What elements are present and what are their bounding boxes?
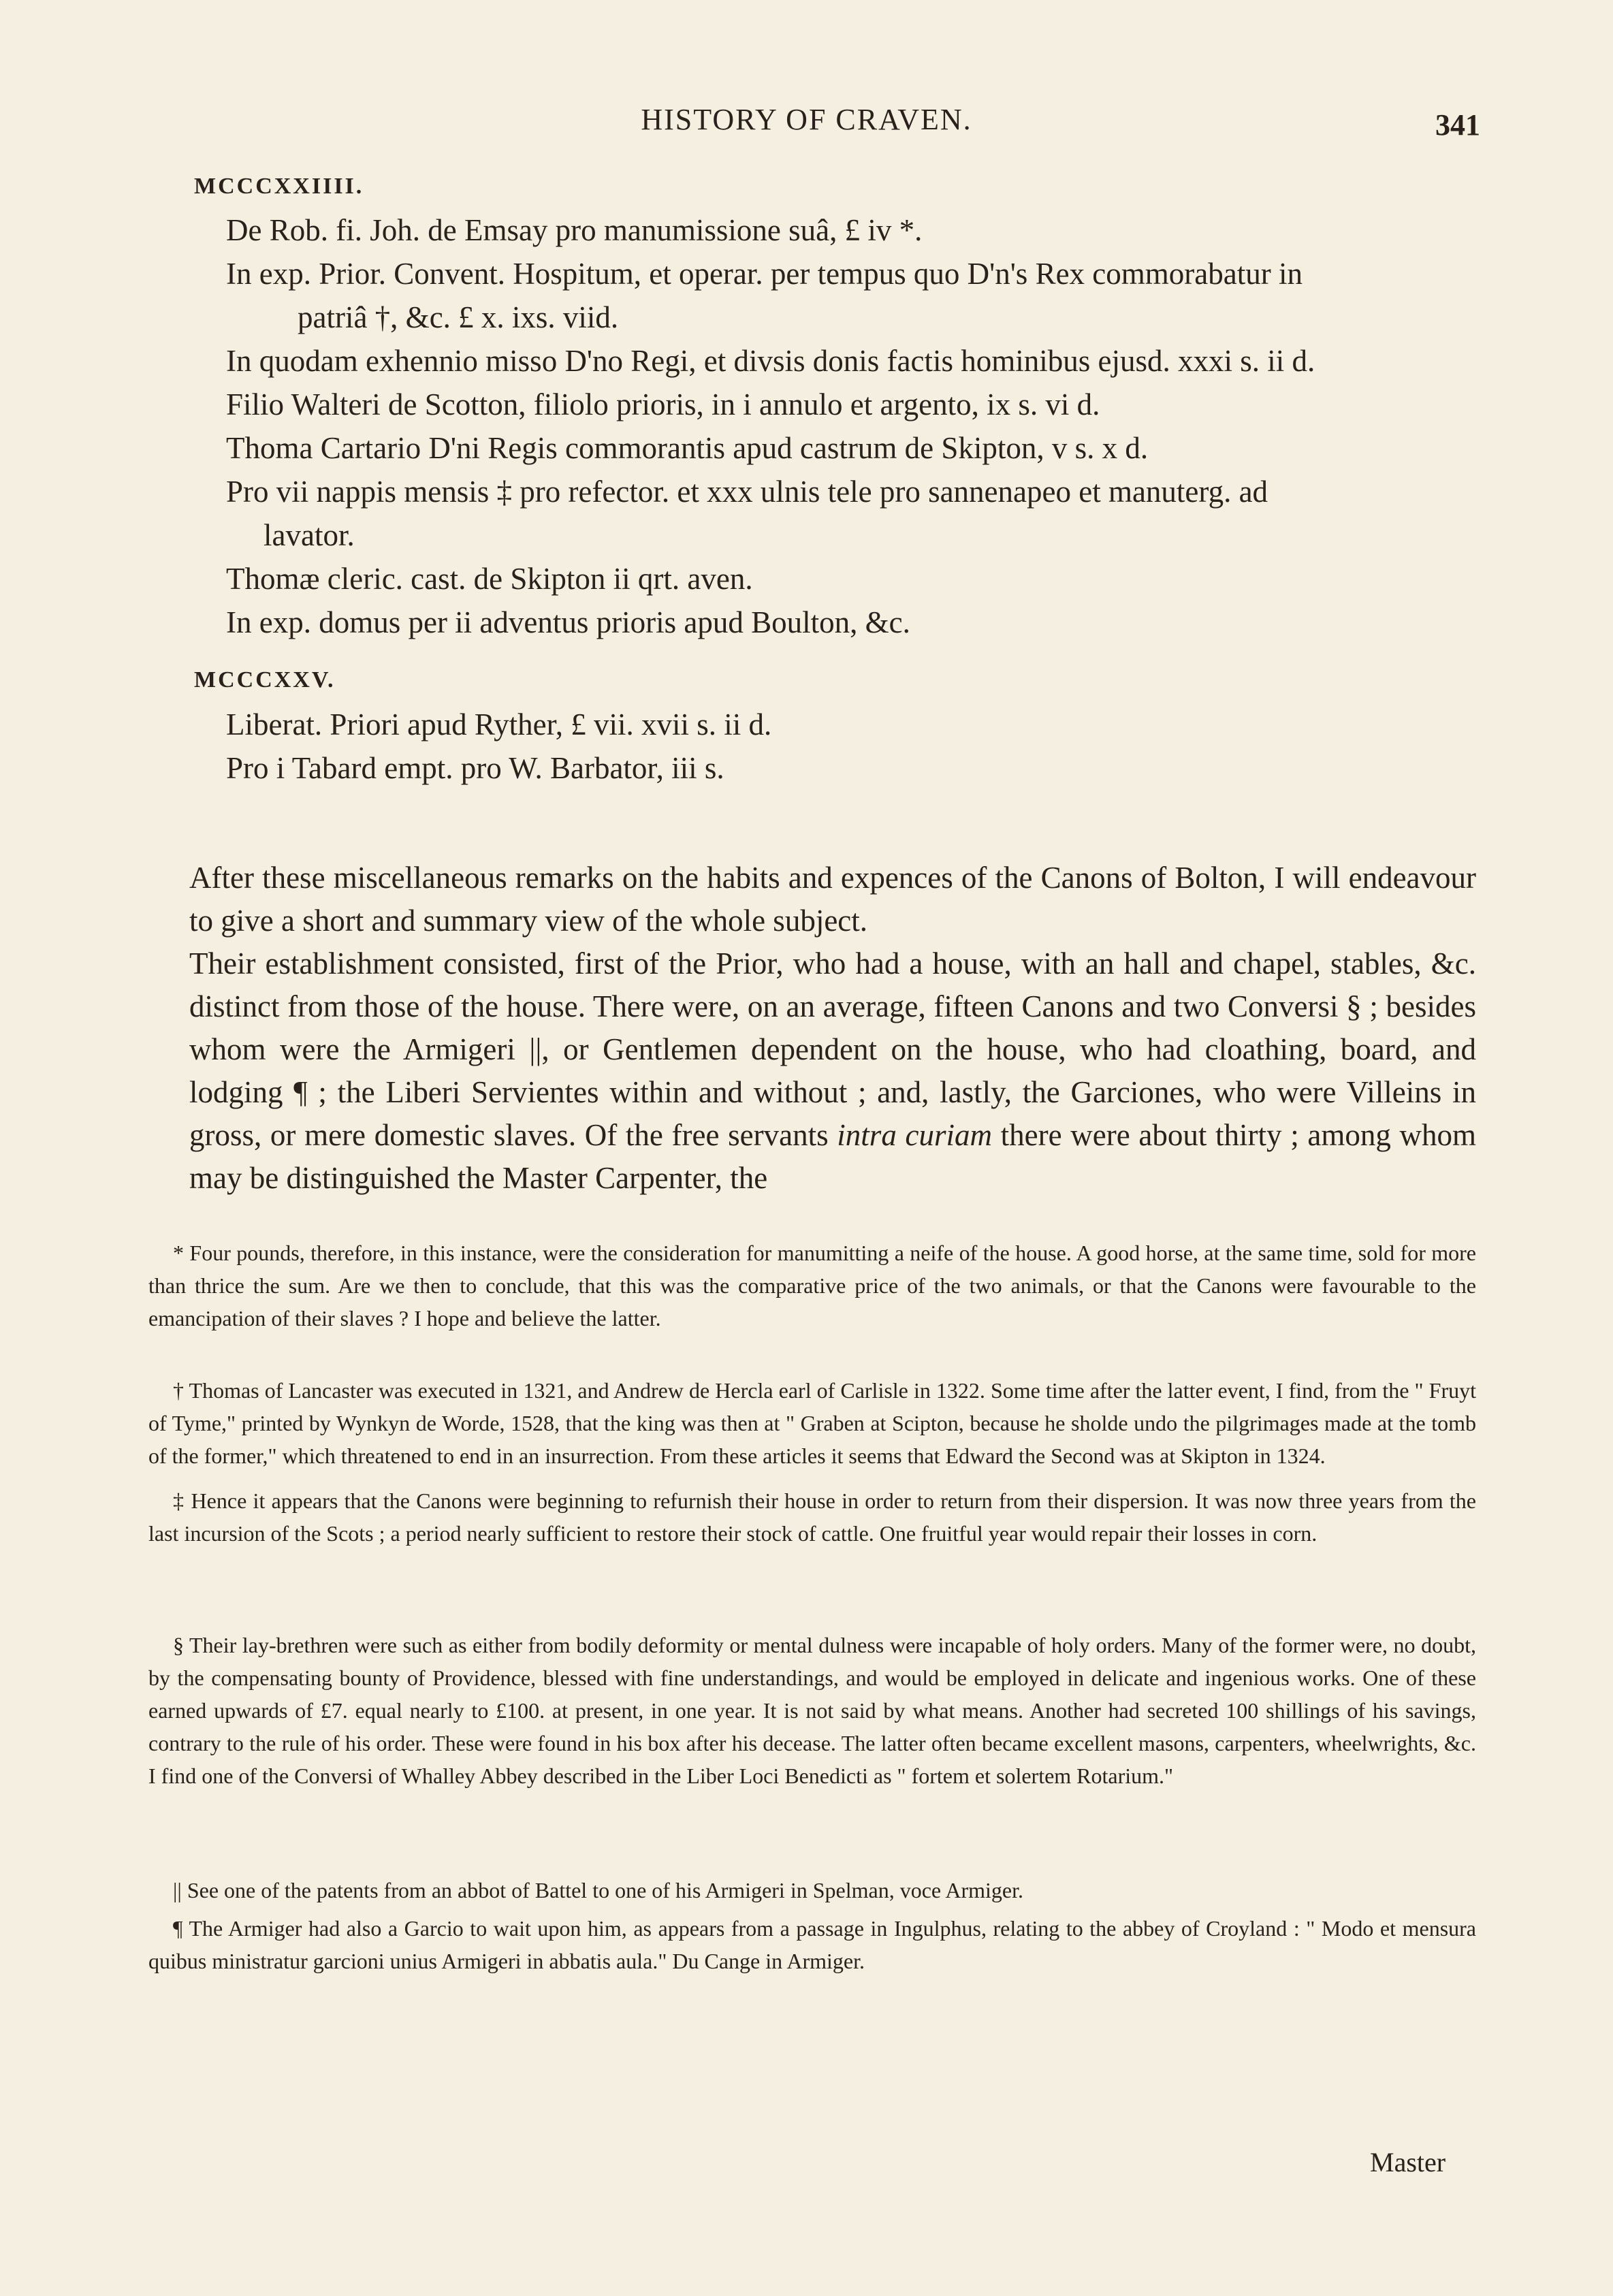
account-entry: Pro i Tabard empt. pro W. Barbator, iii s. bbox=[226, 751, 724, 785]
account-entry: Liberat. Priori apud Ryther, £ vii. xvii s. ii d. bbox=[226, 707, 772, 742]
account-entry: Thomæ cleric. cast. de Skipton ii qrt. aven. bbox=[226, 562, 753, 596]
footnote-section: § Their lay-brethren were such as either from bodily deformity or mental dulness were incapable of holy orders. Many of the former were, no doubt, by the compensating bounty of Providence, blessed with fine understandings, and would be employed in delicate and ingenious works. One of these earned upwards of £7. equal nearly to £100. at present, in one year. It is not said by what means. Another had secreted 100 shillings of his savings, contrary to the rule of his order. These were found in his box after his decease. The latter often became excellent masons, carpenters, wheelwrights, &c. I find one of the Conversi of Whalley Abbey described in the Liber Loci Benedicti as " fortem et solertem Rotarium." bbox=[148, 1633, 1476, 1788]
footnote-pilcrow: ¶ The Armiger had also a Garcio to wait upon him, as appears from a passage in Ingulphus, relating to the abbey of Croyland : " Modo et mensura quibus ministratur garcioni unius Armigeri in abbatis aula." Du Cange in Armiger. bbox=[148, 1916, 1476, 1973]
account-entry-continuation: lavator. bbox=[263, 518, 355, 552]
footnote-double-dagger: ‡ Hence it appears that the Canons were beginning to refurnish their house in order to return from their dispersion. It was now three years from the last incursion of the Scots ; a period nearly sufficient to restore their stock of cattle. One fruitful year would repair their losses in corn. bbox=[148, 1488, 1476, 1546]
account-entry-continuation: patriâ †, &c. £ x. ixs. viid. bbox=[298, 300, 619, 334]
account-entry: De Rob. fi. Joh. de Emsay pro manumissione suâ, £ iv *. bbox=[226, 213, 923, 247]
body-paragraph bbox=[189, 942, 1476, 1200]
year-heading-1424: MCCCXXIIII. bbox=[194, 174, 364, 199]
body-paragraph: After these miscellaneous remarks on the habits and expences of the Canons of Bolton, I will endeavour to give a short and summary view of the whole subject. bbox=[189, 861, 1476, 938]
account-entry: Pro vii nappis mensis ‡ pro refector. et xxx ulnis tele pro sannenapeo et manuterg. ad bbox=[226, 475, 1268, 509]
body-text: there were about thirty ; among whom may be distinguished the Master Carpenter, the bbox=[189, 1118, 1477, 1195]
footnote-star: * Four pounds, therefore, in this instance, were the consideration for manumitting a neife of the house. A good horse, at the same time, sold for more than thrice the sum. Are we then to conclude, that this was the comparative price of the two animals, or that the Canons were favourable to the emancipation of their slaves ? I hope and believe the latter. bbox=[148, 1241, 1476, 1330]
body-italic-text: intra curiam bbox=[837, 1118, 992, 1152]
footnote-dagger: † Thomas of Lancaster was executed in 1321, and Andrew de Hercla earl of Carlisle in 1322. Some time after the latter event, I find, from the " Fruyt of Tyme," printed by Wynkyn de Worde, 1528, that the king was then at " Graben at Scipton, because he sholde undo the pilgrimages made at the tomb of the former," which threatened to end in an insurrection. From these articles it seems that Edward the Second was at Skipton in 1324. bbox=[148, 1378, 1476, 1468]
account-entry: Thoma Cartario D'ni Regis commorantis apud castrum de Skipton, v s. x d. bbox=[226, 431, 1149, 465]
account-entry: In quodam exhennio misso D'no Regi, et divsis donis factis hominibus ejusd. xxxi s. ii d. bbox=[226, 344, 1315, 378]
year-heading-1425: MCCCXXV. bbox=[194, 667, 336, 692]
account-entry: In exp. domus per ii adventus prioris apud Boulton, &c. bbox=[226, 605, 910, 639]
running-title: HISTORY OF CRAVEN. bbox=[641, 103, 972, 136]
account-entry: In exp. Prior. Convent. Hospitum, et operar. per tempus quo D'n's Rex commorabatur in bbox=[226, 257, 1303, 291]
footnote-parallel: || See one of the patents from an abbot of Battel to one of his Armigeri in Spelman, voce Armiger. bbox=[173, 1878, 1023, 1902]
account-entry: Filio Walteri de Scotton, filiolo prioris, in i annulo et argento, ix s. vi d. bbox=[226, 387, 1100, 421]
catchword: Master bbox=[1370, 2147, 1446, 2178]
body-text: Their establishment consisted, first of the Prior, who had a house, with an hall and chapel, stables, &c. distinct from those of the house. There were, on an average, fifteen Canons and two Conversi § ; besides whom were the Armigeri ||, or Gentlemen dependent on the house, who had cloathing, board, and lodging ¶ ; the Liberi Servientes within and without ; and, lastly, the Garciones, who were Villeins in gross, or mere domestic slaves. Of the free servants bbox=[189, 946, 1476, 1152]
page-number: 341 bbox=[1435, 108, 1480, 142]
